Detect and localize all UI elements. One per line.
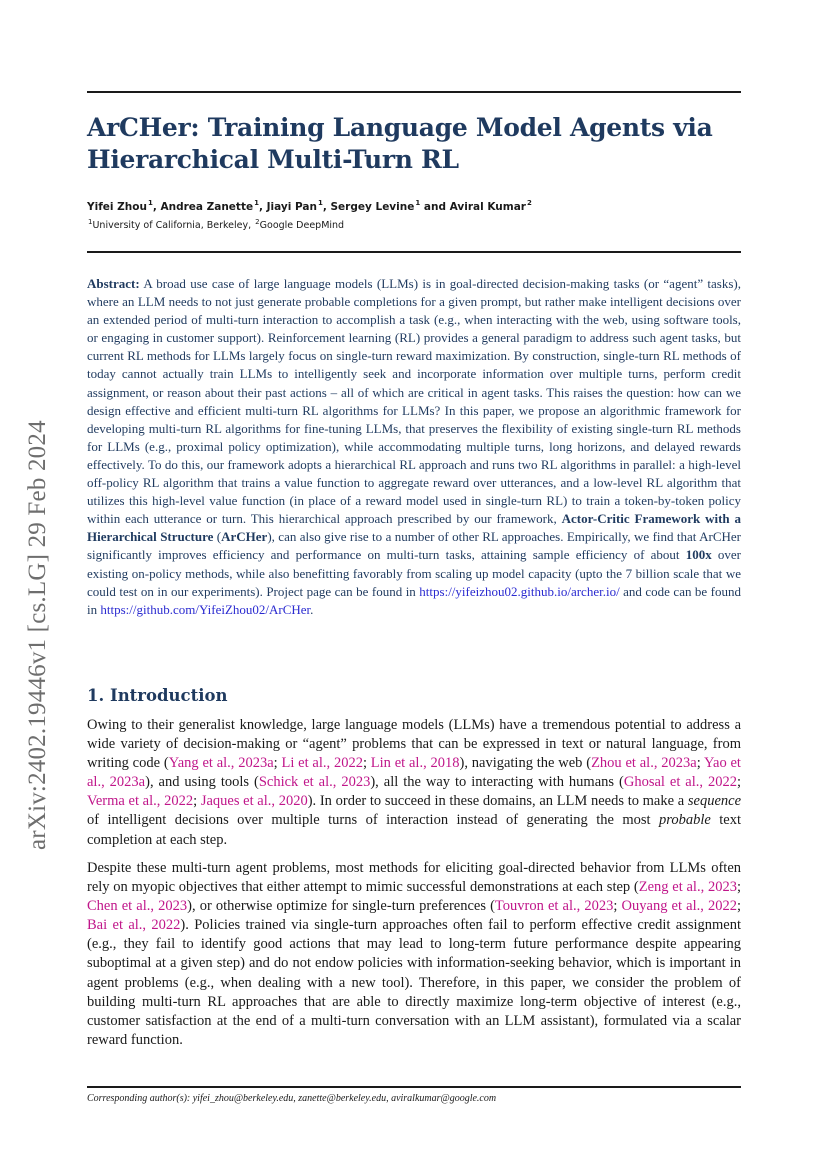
intro-paragraph-2 <box>87 859 741 1050</box>
affiliation-mark: 1 <box>88 218 93 226</box>
footnote-rule <box>87 1086 741 1088</box>
citation-link[interactable]: Lin et al., 2018 <box>370 755 460 772</box>
citation-link[interactable]: Jaques et al., 2020 <box>200 793 308 810</box>
project-page-link[interactable]: https://yifeizhou02.github.io/archer.io/ <box>419 583 620 599</box>
abstract-text: over existing on-policy methods, while also benefitting favorably from scaling up model capacity (upto the 7 billion scale that we could test on in our experiments). Project page can be found in <box>87 547 741 599</box>
paragraph-text: Owing to their generalist knowledge, large language models (LLMs) have a tremendous potential to address a wide variety of decision-making or “agent” problems that can be expressed in text or natural language, from writing code ( <box>87 717 741 772</box>
paragraph-text: of intelligent decisions over multiple turns of interaction instead of generating the most <box>87 812 659 829</box>
paragraph-text: ), all the way to interacting with humans ( <box>370 774 624 791</box>
affiliation-mark: 1 <box>317 199 323 207</box>
header-rule <box>87 251 741 253</box>
affiliations <box>87 220 344 231</box>
abstract-label: Abstract: <box>87 276 140 291</box>
affiliation-mark: 2 <box>526 199 532 207</box>
citation-separator: ; <box>736 774 742 791</box>
paragraph-text: ), navigating the web ( <box>459 755 592 772</box>
author-separator: and <box>420 201 450 213</box>
paragraph-text: text completion at each step. <box>87 812 741 848</box>
citation-separator: ; <box>696 755 704 772</box>
abstract <box>87 275 741 619</box>
citation-separator: ; <box>736 898 741 915</box>
author-separator: , <box>258 201 267 213</box>
citation-separator: ; <box>362 755 371 772</box>
citation-separator: ; <box>736 879 741 896</box>
author-name: Jiayi Pan <box>266 201 317 213</box>
citation-link[interactable]: Zhou et al., 2023a <box>591 755 697 772</box>
affiliation-text: Google DeepMind <box>259 220 345 231</box>
framework-name: Actor-Critic Framework with a Hierarchical Structure <box>87 511 742 545</box>
citation-link[interactable]: Yao et al., 2023a <box>87 755 741 791</box>
paragraph-text: ), and using tools ( <box>145 774 259 791</box>
section-heading-introduction: 1. Introduction <box>87 686 228 705</box>
emphasis: sequence <box>687 793 742 810</box>
citation-separator: ; <box>613 898 622 915</box>
paragraph-text: ). Policies trained via single-turn approaches often fail to perform effective credit assignment (e.g., they fail to identify good actions that may lead to long-term future performance despite appearing suboptimal at a given step) and do not endow policies with information-seeking behavior, which is important in agent problems (e.g., when dealing with a new tool). Therefore, in this paper, we consider the problem of building multi-turn RL approaches that are able to directly maximize long-term objective of interest (e.g., customer satisfaction at the end of a multi-turn conversation with an LLM assistant), formulated via a scalar reward function. <box>87 917 741 1048</box>
citation-link[interactable]: Bai et al., 2022 <box>87 917 181 934</box>
paragraph-text: ), or otherwise optimize for single-turn preferences ( <box>187 898 495 915</box>
affiliation-mark: 1 <box>147 199 153 207</box>
affiliation-mark: 1 <box>254 199 259 207</box>
author-list <box>87 201 532 213</box>
code-link[interactable]: https://github.com/YifeiZhou02/ArCHer <box>100 601 311 617</box>
citation-link[interactable]: Ghosal et al., 2022 <box>623 774 737 791</box>
abstract-text: . <box>310 601 314 617</box>
affiliation-mark: 2 <box>255 218 260 226</box>
citation-link[interactable]: Touvron et al., 2023 <box>494 898 614 915</box>
abstract-text: and code can be found in <box>87 583 742 617</box>
citation-separator: ; <box>193 793 201 810</box>
paper-title: ArCHer: Training Language Model Agents via Hierarchical Multi-Turn RL <box>87 113 713 174</box>
arxiv-identifier: arXiv:2402.19446v1 [cs.LG] 29 Feb 2024 <box>24 420 51 850</box>
author-name: Sergey Levine <box>330 201 415 213</box>
paragraph-text: ). In order to succeed in these domains, an LLM needs to make a <box>307 793 688 810</box>
abstract-text: ), can also give rise to a number of other RL approaches. Empirically, we find that ArCHer significantly improves efficiency and performance on multi-turn tasks, attaining sample efficiency of about <box>87 529 741 563</box>
author-separator: , <box>322 201 331 213</box>
abstract-text: A broad use case of large language models (LLMs) is in goal-directed decision-making tasks (or “agent” tasks), where an LLM needs to not just generate probable completions for a given prompt, but rather make intelligent decisions over an extended period of multi-turn interaction to accomplish a task (e.g., when interacting with the web, using software tools, or engaging in customer support). Reinforcement learning (RL) provides a general paradigm to address such agent tasks, but current RL methods for LLMs largely focus on single-turn reward maximization. By construction, single-turn RL methods of today cannot actually train LLMs to intelligently seek and incorporate information over multiple turns, perform credit assignment, or reason about their past actions – all of which are critical in agent tasks. This raises the question: how can we design effective and efficient multi-turn RL algorithms for LLMs? In this paper, we propose an algorithmic framework for developing multi-turn RL algorithms for fine-tuning LLMs, that preserves the flexibility of existing single-turn RL methods for LLMs (e.g., proximal policy optimization), while accommodating multiple turns, long horizons, and delayed rewards effectively. To do this, our framework adopts a hierarchical RL approach and runs two RL algorithms in parallel: a high-level off-policy RL algorithm that trains a value function to aggregate reward over utterances, and a low-level RL algorithm that utilizes this high-level value function (in place of a reward model used in single-turn RL) to train a token-by-token policy within each utterance or turn. This hierarchical approach prescribed by our framework, <box>87 276 741 527</box>
paragraph-text: Despite these multi-turn agent problems, most methods for eliciting goal-directed behavior from LLMs often rely on myopic objectives that either attempt to mimic successful demonstrations at each step ( <box>87 860 741 896</box>
efficiency-highlight: 100x <box>685 547 712 563</box>
abstract-text: ( <box>213 529 222 545</box>
affiliation-mark: 1 <box>415 199 421 207</box>
citation-separator: ; <box>273 755 282 772</box>
intro-paragraph-1 <box>87 716 741 850</box>
author-name: Andrea Zanette <box>160 201 254 213</box>
author-separator: , <box>152 201 161 213</box>
author-name: Aviral Kumar <box>449 201 526 213</box>
citation-link[interactable]: Li et al., 2022 <box>281 755 363 772</box>
citation-link[interactable]: Zeng et al., 2023 <box>638 879 737 896</box>
framework-acronym: ArCHer <box>221 529 268 545</box>
corresponding-author-footnote: Corresponding author(s): yifei_zhou@berkeley.edu, zanette@berkeley.edu, aviralkumar@google.com <box>87 1093 497 1104</box>
citation-link[interactable]: Yang et al., 2023a <box>168 755 274 772</box>
author-name: Yifei Zhou <box>87 201 147 213</box>
top-rule <box>87 91 741 93</box>
citation-link[interactable]: Schick et al., 2023 <box>258 774 371 791</box>
affiliation-text: University of California, Berkeley, <box>92 220 255 231</box>
emphasis: probable <box>658 812 711 829</box>
citation-link[interactable]: Verma et al., 2022 <box>87 793 194 810</box>
citation-link[interactable]: Chen et al., 2023 <box>87 898 188 915</box>
citation-link[interactable]: Ouyang et al., 2022 <box>621 898 737 915</box>
